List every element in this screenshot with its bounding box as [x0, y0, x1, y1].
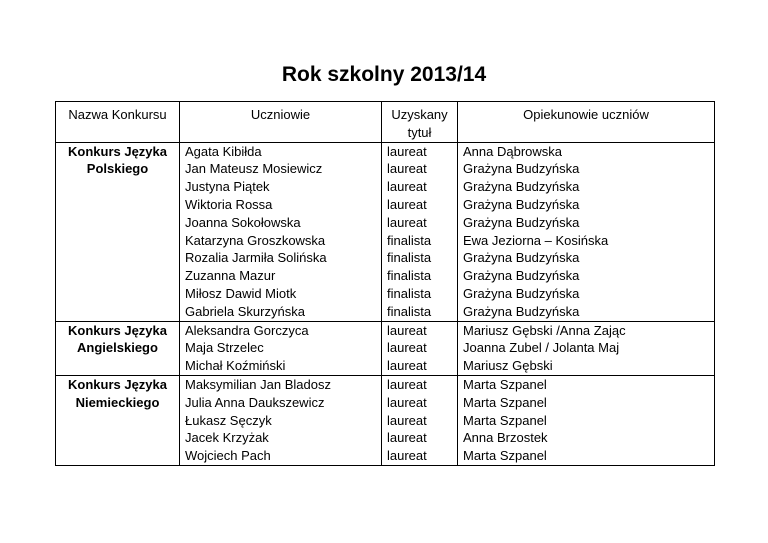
award-title: laureat	[387, 394, 427, 410]
student-name: Rozalia Jarmiła Solińska	[185, 250, 327, 266]
teacher-name: Grażyna Budzyńska	[463, 179, 580, 195]
award-title: laureat	[387, 448, 427, 464]
award-title: laureat	[387, 322, 427, 338]
award-title: laureat	[387, 376, 427, 392]
student-name: Aleksandra Gorczyca	[185, 322, 309, 338]
teacher-name: Marta Szpanel	[463, 394, 547, 410]
student-name: Wiktoria Rossa	[185, 196, 273, 212]
award-title: laureat	[387, 143, 427, 159]
student-name: Katarzyna Groszkowska	[185, 232, 326, 248]
group-row-english	[56, 321, 715, 375]
award-title: finalista	[387, 285, 432, 301]
award-title: laureat	[387, 214, 427, 230]
header-title-line1: Uzyskany	[391, 107, 448, 122]
teacher-name: Grażyna Budzyńska	[463, 250, 580, 266]
titles-cell	[382, 142, 458, 321]
student-name: Jan Mateusz Mosiewicz	[185, 161, 323, 177]
award-title: finalista	[387, 268, 432, 284]
teacher-name: Marta Szpanel	[463, 376, 547, 392]
header-teachers: Opiekunowie uczniów	[458, 102, 715, 143]
student-name: Miłosz Dawid Miotk	[185, 285, 297, 301]
header-students: Uczniowie	[180, 102, 382, 143]
competition-name-line1: Konkurs Języka	[68, 322, 167, 338]
results-table	[55, 101, 715, 466]
competition-name-cell	[56, 375, 180, 465]
teacher-name: Ewa Jeziorna – Kosińska	[463, 232, 609, 248]
teacher-name: Anna Brzostek	[463, 430, 548, 446]
award-title: laureat	[387, 161, 427, 177]
teacher-name: Mariusz Gębski	[463, 358, 553, 374]
student-name: Joanna Sokołowska	[185, 214, 301, 230]
award-title: finalista	[387, 250, 432, 266]
teachers-cell	[458, 142, 715, 321]
page-title: Rok szkolny 2013/14	[281, 63, 487, 86]
competition-name-line2: Polskiego	[86, 161, 149, 177]
competition-name-line1: Konkurs Języka	[68, 143, 167, 159]
header-row	[56, 102, 715, 143]
award-title: laureat	[387, 196, 427, 212]
header-title	[382, 102, 458, 143]
award-title: laureat	[387, 430, 427, 446]
award-title: laureat	[387, 358, 427, 374]
group-row-polish	[56, 142, 715, 321]
student-name: Julia Anna Daukszewicz	[185, 394, 325, 410]
teacher-name: Marta Szpanel	[463, 448, 547, 464]
students-cell	[180, 142, 382, 321]
award-title: finalista	[387, 232, 432, 248]
competition-name-cell	[56, 142, 180, 321]
titles-cell	[382, 375, 458, 465]
teacher-name: Mariusz Gębski /Anna Zając	[463, 322, 626, 338]
group-row-german	[56, 375, 715, 465]
student-name: Zuzanna Mazur	[185, 268, 276, 284]
student-name: Maja Strzelec	[185, 340, 264, 356]
student-name: Justyna Piątek	[185, 179, 270, 195]
teacher-name: Marta Szpanel	[463, 412, 547, 428]
award-title: finalista	[387, 303, 432, 319]
competition-name-line1: Konkurs Języka	[68, 376, 167, 392]
teacher-name: Grażyna Budzyńska	[463, 161, 580, 177]
award-title: laureat	[387, 179, 427, 195]
teacher-name: Anna Dąbrowska	[463, 143, 562, 159]
student-name: Maksymilian Jan Bladosz	[185, 376, 331, 392]
award-title: laureat	[387, 412, 427, 428]
titles-cell	[382, 321, 458, 375]
teacher-name: Grażyna Budzyńska	[463, 268, 580, 284]
student-name: Wojciech Pach	[185, 448, 271, 464]
competition-name-cell	[56, 321, 180, 375]
students-cell	[180, 375, 382, 465]
header-competition: Nazwa Konkursu	[56, 102, 180, 143]
teacher-name: Grażyna Budzyńska	[463, 214, 580, 230]
student-name: Michał Koźmiński	[185, 358, 286, 374]
award-title: laureat	[387, 340, 427, 356]
student-name: Gabriela Skurzyńska	[185, 303, 305, 319]
teacher-name: Grażyna Budzyńska	[463, 196, 580, 212]
competition-name-line2: Angielskiego	[77, 340, 158, 356]
teacher-name: Joanna Zubel / Jolanta Maj	[463, 340, 620, 356]
student-name: Jacek Krzyżak	[185, 430, 269, 446]
students-cell	[180, 321, 382, 375]
competition-name-line2: Niemieckiego	[75, 394, 160, 410]
teacher-name: Grażyna Budzyńska	[463, 303, 580, 319]
student-name: Agata Kibiłda	[185, 143, 262, 159]
teachers-cell	[458, 321, 715, 375]
student-name: Łukasz Sęczyk	[185, 412, 272, 428]
teachers-cell	[458, 375, 715, 465]
header-title-line2: tytuł	[407, 124, 432, 140]
teacher-name: Grażyna Budzyńska	[463, 285, 580, 301]
